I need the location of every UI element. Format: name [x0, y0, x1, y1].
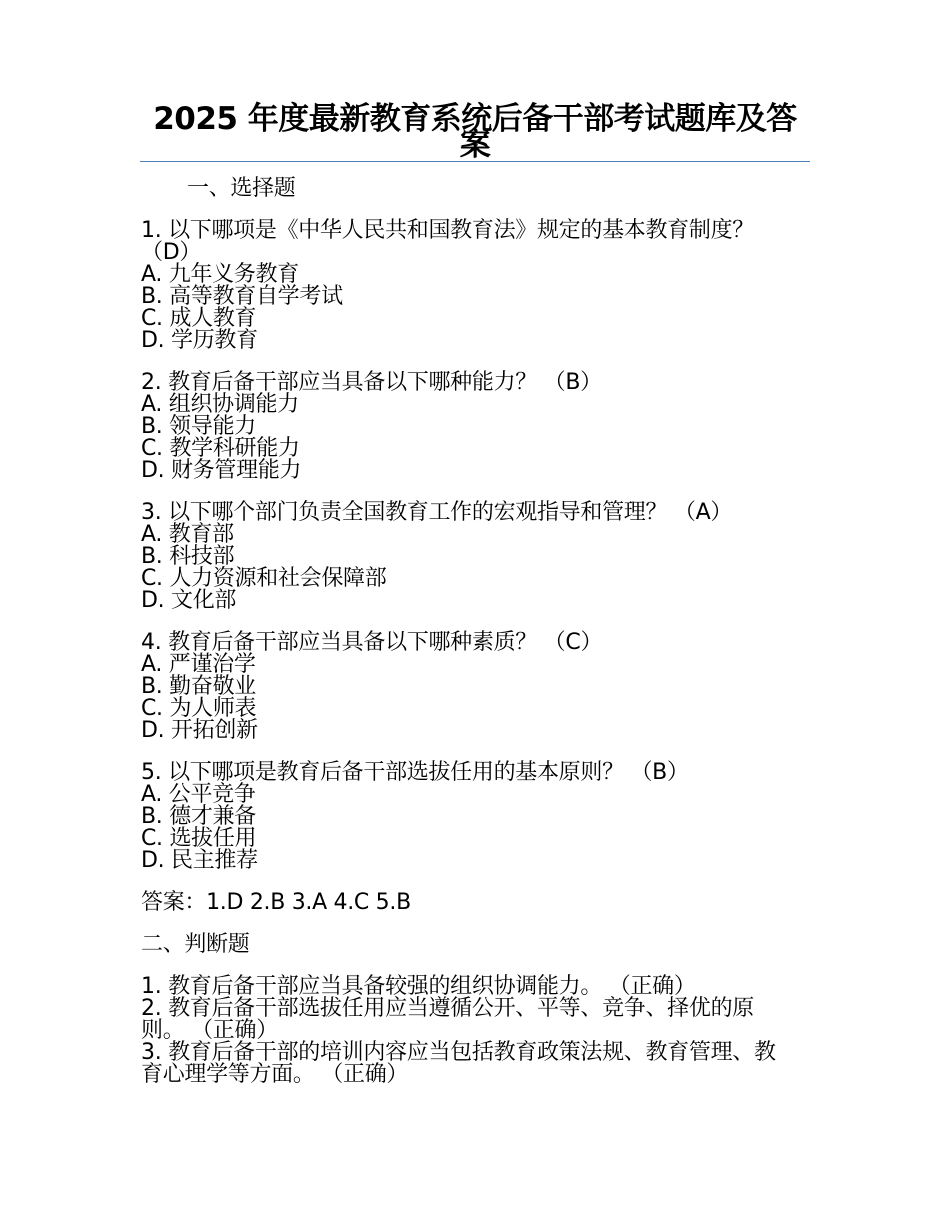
option-b: B. 勤奋敬业 [141, 674, 256, 699]
option-d: D. 文化部 [141, 588, 237, 613]
answer-key: 答案：1.D 2.B 3.A 4.C 5.B [141, 890, 411, 915]
option-c: C. 选拔任用 [141, 826, 257, 851]
option-b: B. 领导能力 [141, 414, 256, 439]
option-c: C. 教学科研能力 [141, 436, 300, 461]
option-c: C. 为人师表 [141, 696, 257, 721]
option-a: A. 教育部 [141, 522, 234, 547]
option-b: B. 科技部 [141, 544, 235, 569]
judgement-item: 1. 教育后备干部应当具备较强的组织协调能力。 （正确） [141, 974, 696, 999]
document-title: 2025 年度最新教育系统后备干部考试题库及答案 [153, 101, 797, 163]
section-heading-judgement: 二、判断题 [141, 932, 250, 957]
question-block [141, 762, 796, 872]
section-heading-choice: 一、选择题 [187, 176, 296, 201]
title-divider [140, 161, 810, 162]
judgement-item: 3. 教育后备干部的培训内容应当包括教育政策法规、教育管理、教育心理学等方面。 （正确） [141, 1040, 776, 1087]
judgement-item: 2. 教育后备干部选拔任用应当遵循公开、平等、竞争、择优的原则。 （正确） [141, 996, 754, 1043]
document-body [141, 178, 796, 1086]
option-d: D. 民主推荐 [141, 848, 258, 873]
option-a: A. 公平竞争 [141, 782, 256, 807]
option-a: A. 九年义务教育 [141, 262, 299, 287]
option-a: A. 组织协调能力 [141, 392, 299, 417]
question-stem: 5. 以下哪项是教育后备干部选拔任用的基本原则？ （B） [141, 760, 689, 785]
option-b: B. 德才兼备 [141, 804, 256, 829]
option-a: A. 严谨治学 [141, 652, 256, 677]
question-block [141, 502, 796, 612]
question-stem: 4. 教育后备干部应当具备以下哪种素质？ （C） [141, 630, 603, 655]
option-c: C. 人力资源和社会保障部 [141, 566, 387, 591]
question-stem: 3. 以下哪个部门负责全国教育工作的宏观指导和管理？ （A） [141, 500, 733, 525]
question-block [141, 372, 796, 482]
question-block [141, 220, 796, 352]
option-d: D. 开拓创新 [141, 718, 258, 743]
question-block [141, 632, 796, 742]
judgement-list [141, 976, 796, 1086]
question-stem: 2. 教育后备干部应当具备以下哪种能力？ （B） [141, 370, 602, 395]
option-d: D. 学历教育 [141, 328, 258, 353]
option-d: D. 财务管理能力 [141, 458, 302, 483]
option-b: B. 高等教育自学考试 [141, 284, 343, 309]
option-c: C. 成人教育 [141, 306, 257, 331]
question-stem: 1. 以下哪项是《中华人民共和国教育法》规定的基本教育制度？ （D） [141, 218, 754, 265]
